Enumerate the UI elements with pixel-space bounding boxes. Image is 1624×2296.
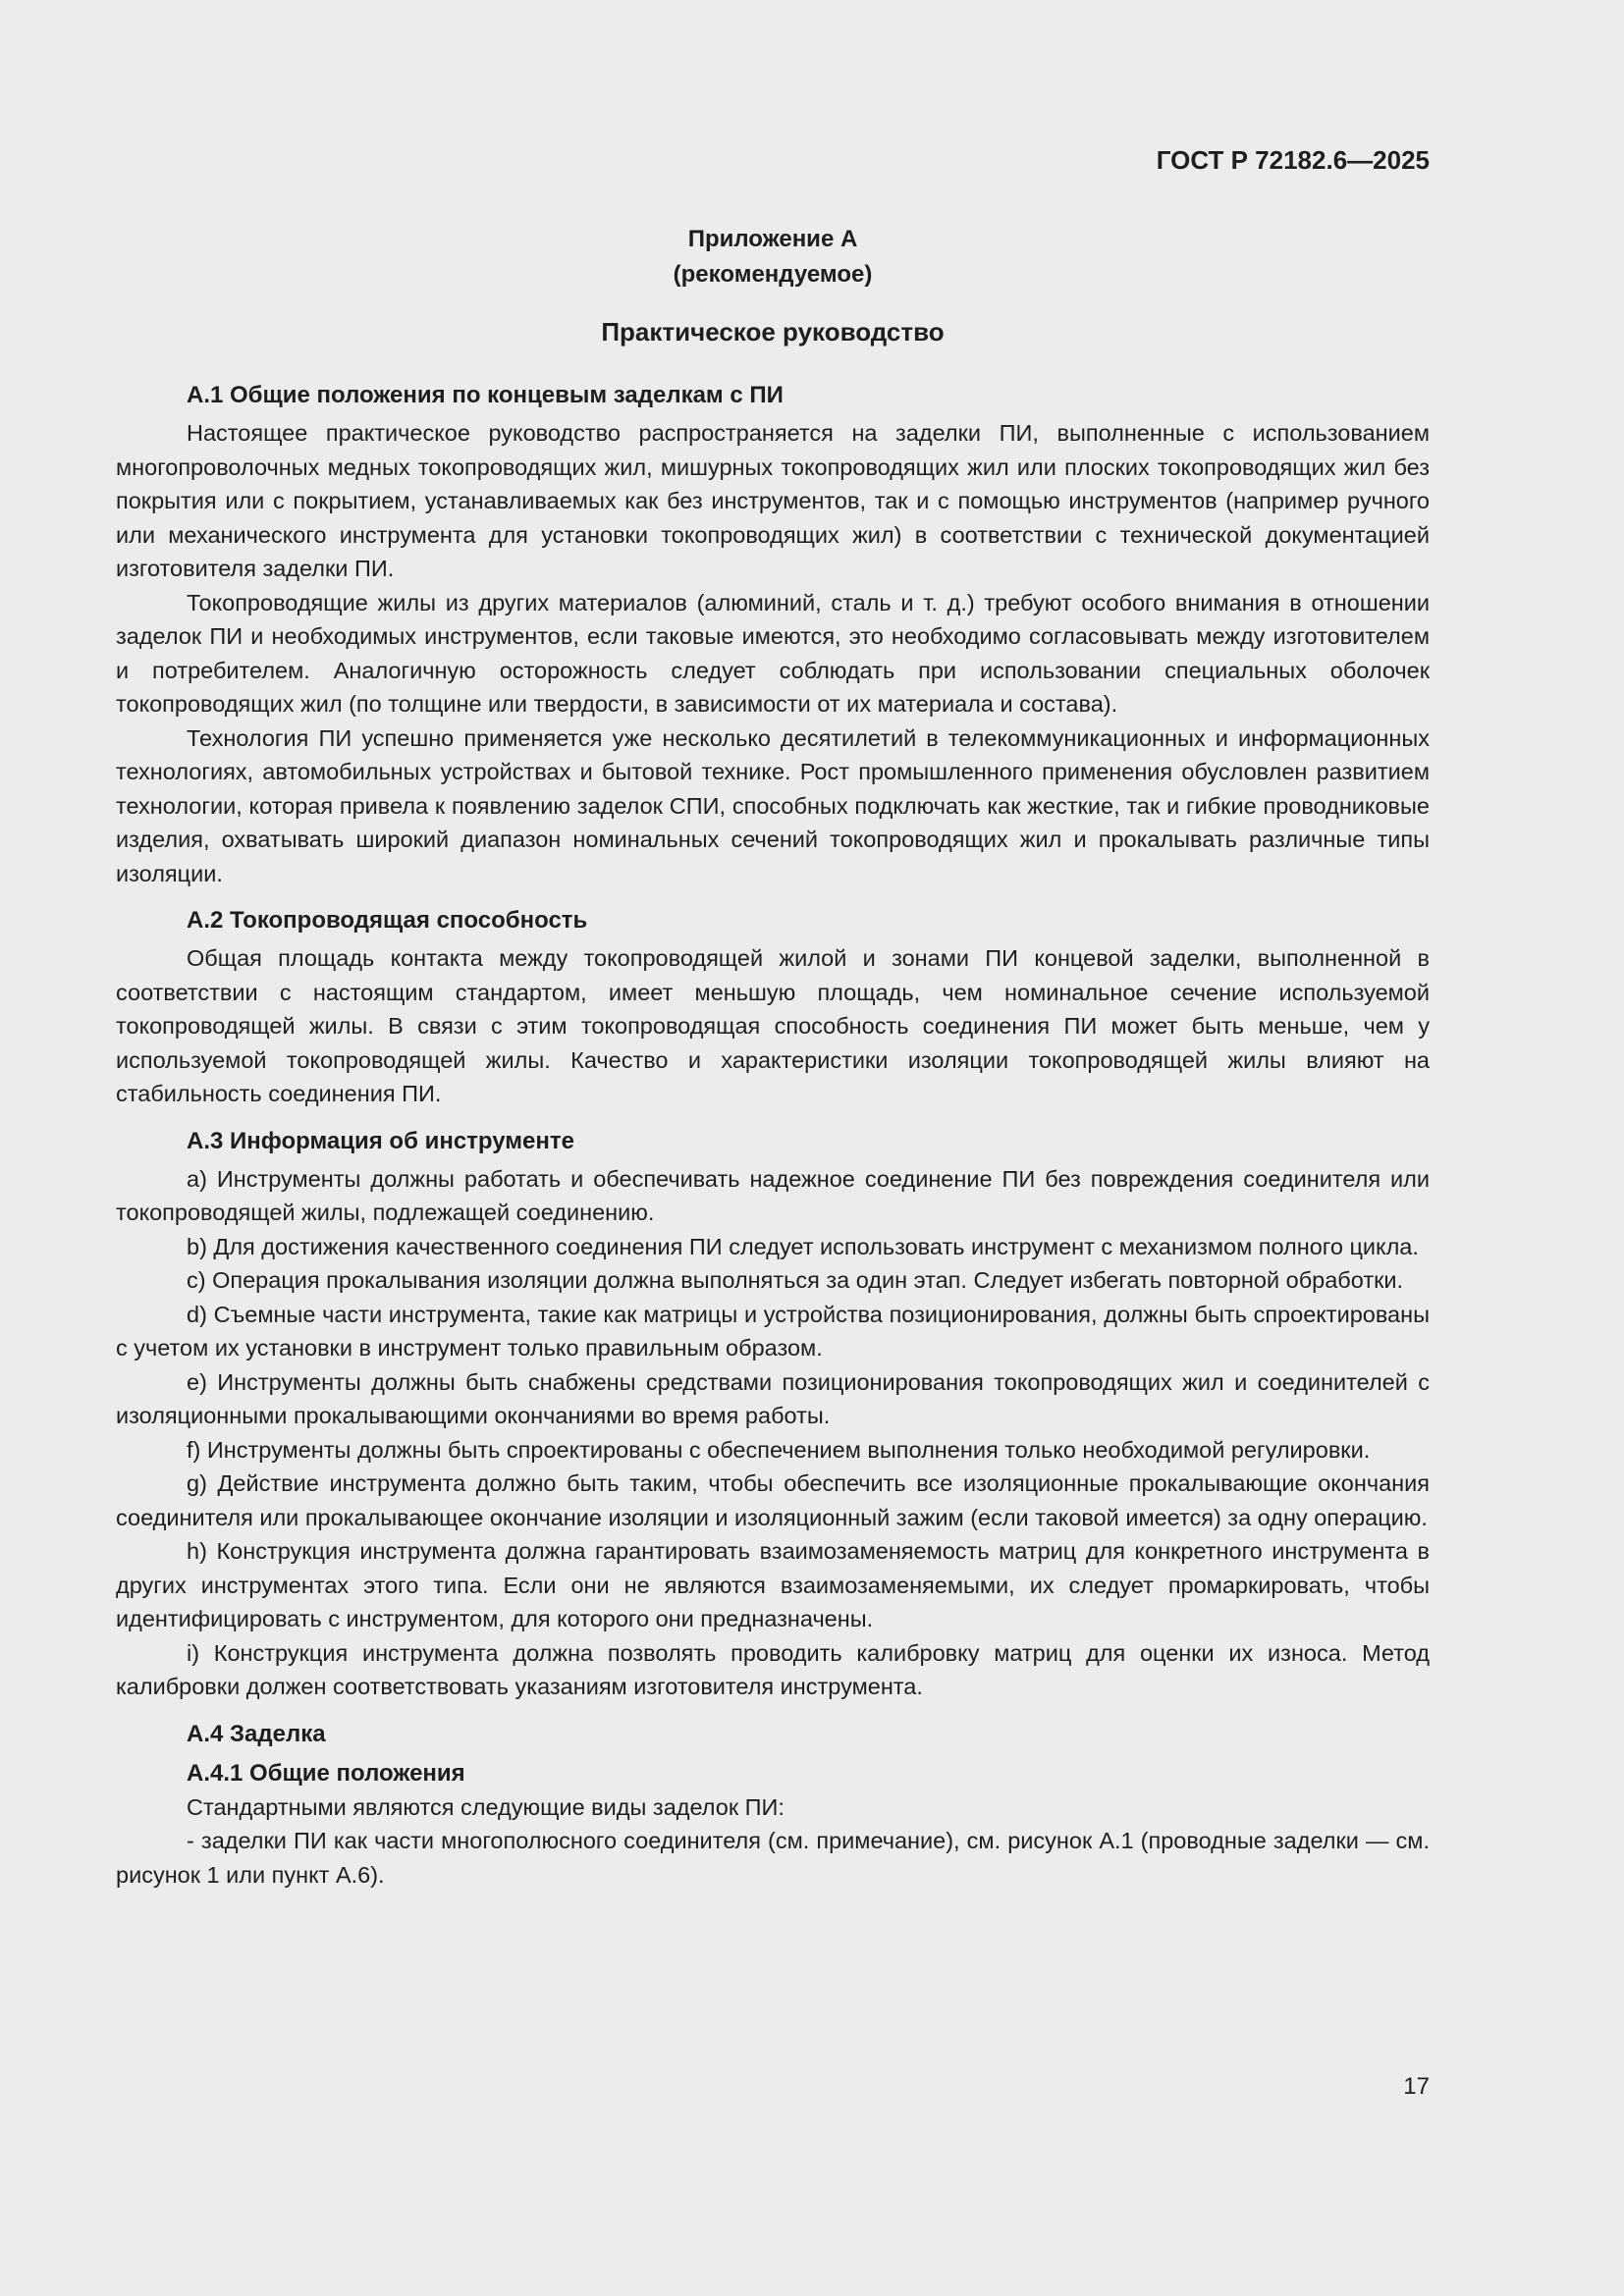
section-heading: А.3 Информация об инструменте [187,1127,574,1154]
section-heading: А.4 Заделка [187,1720,326,1747]
appendix-kind: (рекомендуемое) [673,261,873,288]
list-item: b) Для достижения качественного соединения ПИ следует использовать инструмент с механизмом полного цикла. [187,1233,1419,1259]
section-heading: А.2 Токопроводящая способность [187,907,588,934]
section-a3 [116,1125,1430,1704]
document-code: ГОСТ Р 72182.6—2025 [1156,145,1430,175]
section-a2 [116,904,1430,1111]
list-item: g) Действие инструмента должно быть таким, чтобы обеспечить все изоляционные прокалывающие окончания соединителя или прокалывающее окончание изоляции и изоляционный зажим (если таковой имеется) за одну операцию. [116,1470,1430,1530]
list-item: e) Инструменты должны быть снабжены средствами позиционирования токопроводящих жил и соединителей с изоляционными прокалывающими окончаниями во время работы. [116,1368,1430,1428]
paragraph: Токопроводящие жилы из других материалов (алюминий, сталь и т. д.) требуют особого внимания в отношении заделок ПИ и необходимых инструментов, если таковые имеются, это необходимо согласовывать между изготовителем и потребителем. Аналогичную осторожность следует соблюдать при использовании специальных оболочек токопроводящих жил (по толщине или твердости, в зависимости от их материала и состава). [116,589,1430,717]
list-item: i) Конструкция инструмента должна позволять проводить калибровку матриц для оценки их износа. Метод калибровки должен соответствовать указаниям изготовителя инструмента. [116,1639,1430,1699]
paragraph: Настоящее практическое руководство распространяется на заделки ПИ, выполненные с использованием многопроволочных медных токопроводящих жил, мишурных токопроводящих жил или плоских токопроводящих жил без покрытия или с покрытием, устанавливаемых как без инструментов, так и с помощью инструментов (например ручного или механического инструмента для установки токопроводящих жил) в соответствии с технической документацией изготовителя заделки ПИ. [116,420,1430,581]
list-item: a) Инструменты должны работать и обеспечивать надежное соединение ПИ без повреждения соединителя или токопроводящей жилы, подлежащей соединению. [116,1165,1430,1225]
appendix-title: Приложение А [687,226,858,252]
paragraph: - заделки ПИ как части многополюсного соединителя (см. примечание), см. рисунок А.1 (проводные заделки — см. рисунок 1 или пункт А.6). [116,1828,1430,1888]
list-item: h) Конструкция инструмента должна гарантировать взаимозаменяемость матриц для конкретного инструмента в других инструментах этого типа. Если они не являются взаимозаменяемыми, их следует промаркировать, чтобы идентифицировать с инструментом, для которого они предназначены. [116,1538,1430,1631]
list-item: d) Съемные части инструмента, такие как матрицы и устройства позиционирования, должны быть спроектированы с учетом их установки в инструмент только правильным образом. [116,1301,1430,1361]
subsection-heading: А.4.1 Общие положения [187,1759,465,1787]
page-number: 17 [1403,2073,1430,2100]
list-item: f) Инструменты должны быть спроектированы с обеспечением выполнения только необходимой регулировки. [187,1436,1371,1463]
paragraph: Общая площадь контакта между токопроводящей жилой и зонами ПИ концевой заделки, выполненной в соответствии с настоящим стандартом, имеет меньшую площадь, чем номинальное сечение используемой токопроводящей жилы. В связи с этим токопроводящая способность соединения ПИ может быть меньше, чем у используемой токопроводящей жилы. Качество и характеристики изоляции токопроводящей жилы влияют на стабильность соединения ПИ. [116,945,1430,1106]
document-page [116,145,1430,1892]
list-item: c) Операция прокалывания изоляции должна выполняться за один этап. Следует избегать повторной обработки. [187,1267,1404,1293]
appendix-heading: Практическое руководство [601,317,945,347]
section-heading: А.1 Общие положения по концевым заделкам с ПИ [187,382,784,408]
section-a4 [116,1718,1430,1893]
paragraph: Стандартными являются следующие виды заделок ПИ: [187,1793,785,1820]
section-a1 [116,379,1430,890]
paragraph: Технология ПИ успешно применяется уже несколько десятилетий в телекоммуникационных и информационных технологиях, автомобильных устройствах и бытовой технике. Рост промышленного применения обусловлен развитием технологии, которая привела к появлению заделок СПИ, способных подключать как жесткие, так и гибкие проводниковые изделия, охватывать широкий диапазон номинальных сечений токопроводящих жил и прокалывать различные типы изоляции. [116,724,1430,886]
